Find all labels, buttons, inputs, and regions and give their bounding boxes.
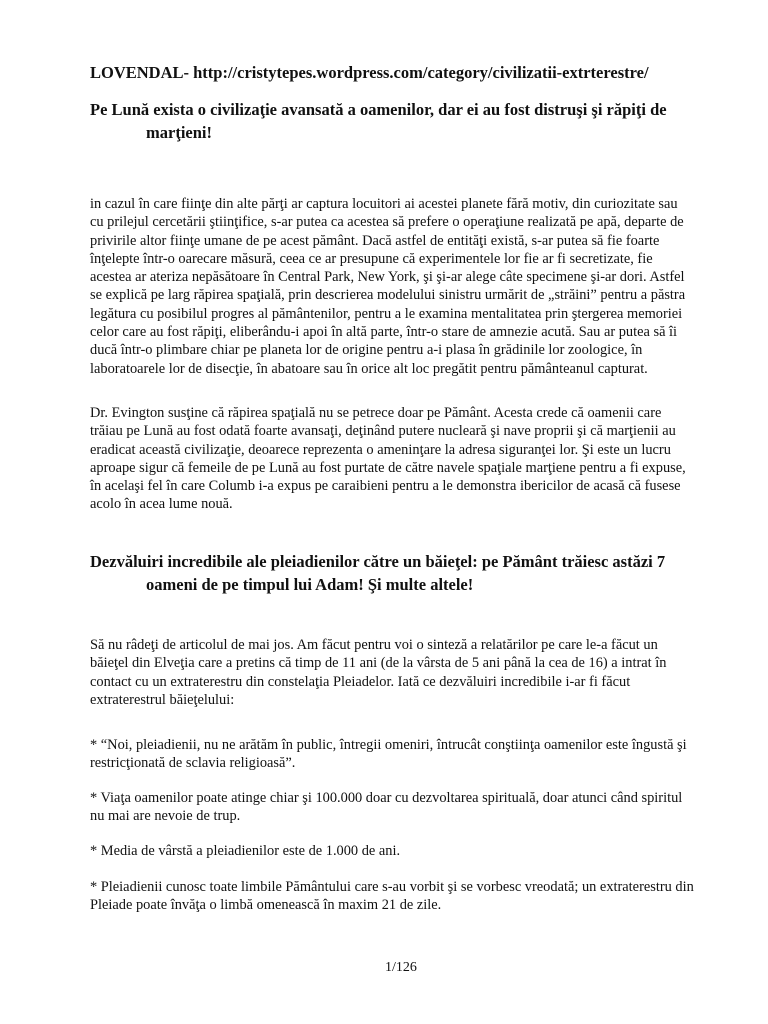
- bullet-item: [90, 842, 730, 860]
- paragraph-line: laboratoarele lor de disecţie, în abatoare sau în orice alt loc pregătit pentru pământeanul capturat.: [90, 360, 648, 377]
- paragraph-line: aproape sigur că femeile de pe Lună au fost purtate de către navele spaţiale marţiene pentru a fi expuse,: [90, 459, 686, 476]
- paragraph: [90, 195, 730, 378]
- paragraph: [90, 404, 730, 514]
- paragraph-line: in cazul în care fiinţe din alte părţi ar captura locuitori ai acestei planete fără motiv, din curiozitate sau: [90, 196, 678, 212]
- paragraph-line: trăiau pe Lună au fost odată foarte avansaţi, deţinând putere nucleară şi nave proprii şi că marţienii au: [90, 423, 676, 440]
- article-title: [90, 98, 730, 144]
- source-header: LOVENDAL- http://cristytepes.wordpress.com/category/civilizatii-extrterestre/: [90, 63, 649, 82]
- bullet-line: * Pleiadienii cunosc toate limbile Pământului care s-au vorbit şi se vorbesc vreodată; un extraterestru din: [90, 879, 694, 895]
- paragraph-line: celor care au fost răpiţi, eliberându-i apoi în altă parte, într-o stare de amnezie acută. Sau ar putea să îi: [90, 324, 678, 341]
- paragraph-line: înţelepte într-o oarecare măsură, ceea ce ar presupune că experimentele lor fie ar fi secretizate, fie: [90, 250, 653, 267]
- paragraph-line: acestea ar ateriza nepăsătoare în Central Park, New York, şi şi-ar alege câte specimene şi-ar dori. Astfel: [90, 269, 685, 286]
- bullet-item: [90, 878, 730, 915]
- bullet-line: nu mai are nevoie de trup.: [90, 808, 241, 825]
- paragraph-line: legătura cu posibilul progres al pământenilor, pentru a le examina mentalitatea prin ştergerea memoriei: [90, 305, 683, 322]
- paragraph-line: cu prilejul cercetării ştiinţifice, s-ar putea ca acestea să prefere o operaţiune realizată pe apă, departe de: [90, 214, 684, 231]
- bullet-line: restricţionată de sclavia religioasă”.: [90, 755, 296, 772]
- paragraph-line: contact cu un extraterestru din constelaţia Pleiadelor. Iată ce dezvăluiri incredibile i-ar fi făcut: [90, 673, 631, 690]
- paragraph-line: eradicat această civilizaţie, deoarece reprezenta o ameninţare la adresa siguranţei lor. Şi este un lucru: [90, 441, 671, 458]
- paragraph-line: se explică pe larg răpirea spaţială, prin descrierea modelului sinistru urmărit de „străini” pentru a păstra: [90, 287, 686, 304]
- paragraph-line: Dr. Evington susţine că răpirea spaţială nu se petrece doar pe Pământ. Acesta crede că oamenii care: [90, 405, 662, 421]
- article-title-line: Pe Lună exista o civilizaţie avansată a oamenilor, dar ei au fost distruşi şi răpiţi de: [90, 100, 667, 119]
- article-title-line: marţieni!: [146, 123, 212, 142]
- paragraph-line: Să nu râdeţi de articolul de mai jos. Am făcut pentru voi o sinteză a relatărilor pe care le-a făcut un: [90, 637, 658, 653]
- page-number: 1/126: [385, 960, 417, 975]
- bullet-line: * “Noi, pleiadienii, nu ne arătăm în public, întregii omeniri, întrucât conştiinţa oamenilor este îngustă şi: [90, 737, 687, 753]
- article-title: [90, 550, 730, 596]
- article-title-line: Dezvăluiri incredibile ale pleiadienilor către un băieţel: pe Pământ trăiesc astăzi 7: [90, 552, 666, 571]
- intro-paragraph: [90, 636, 730, 709]
- article-title-line: oameni de pe timpul lui Adam! Şi multe altele!: [146, 575, 474, 594]
- bullet-line: * Viaţa oamenilor poate atinge chiar şi 100.000 doar cu dezvoltarea spirituală, doar atunci când spiritul: [90, 790, 683, 806]
- bullet-item: [90, 736, 730, 773]
- paragraph-line: ducă într-o plimbare chiar pe planeta lor de origine pentru a-i plasa în grădinile lor zoologice, în: [90, 342, 643, 359]
- paragraph-line: băieţel din Elveţia care a pretins că timp de 11 ani (de la vârsta de 5 ani până la cea de 16) a intrat în: [90, 655, 667, 672]
- bullet-item: [90, 789, 730, 826]
- paragraph-line: privirile altor fiinţe umane de pe acest pământ. Dacă astfel de entităţi există, s-ar putea să fie foarte: [90, 232, 660, 249]
- bullet-line: Pleiade poate învăţa o limbă omenească în maxim 21 de zile.: [90, 897, 442, 914]
- paragraph-line: în acelaşi fel în care Columb i-a expus pe caraibieni pentru a le demonstra ibericilor de acasă că fusese: [90, 478, 681, 495]
- bullet-line: * Media de vârstă a pleiadienilor este de 1.000 de ani.: [90, 843, 401, 859]
- paragraph-line: extraterestrul băieţelului:: [90, 691, 235, 708]
- paragraph-line: acolo în acea lume nouă.: [90, 496, 233, 513]
